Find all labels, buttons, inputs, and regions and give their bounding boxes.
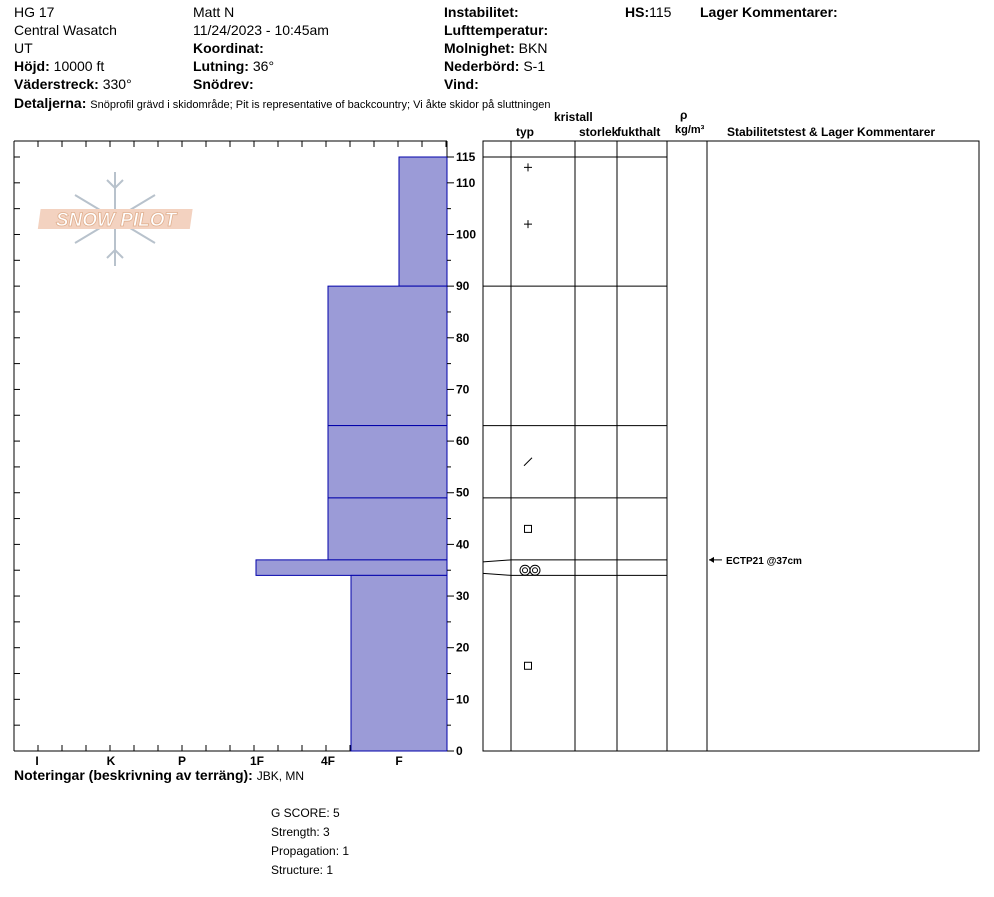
col-header-size: storlek xyxy=(579,125,619,139)
depth-tick-label: 30 xyxy=(456,589,470,604)
slope-label: Lutning: xyxy=(193,58,249,74)
strength: Strength: 3 xyxy=(271,825,330,839)
details-value: Snöprofil grävd i skidområde; Pit is representative of backcountry; Vi åkte skidor på sluttningen xyxy=(90,99,551,111)
col-header-crystal: kristall xyxy=(554,110,593,124)
grain-circle-icon xyxy=(530,565,540,575)
depth-tick-label: 70 xyxy=(456,382,470,397)
snowpilot-watermark xyxy=(38,172,193,266)
elevation-value: 10000 ft xyxy=(53,58,105,74)
hardness-bar-0 xyxy=(399,157,447,286)
range-name: Central Wasatch xyxy=(14,22,117,38)
g-score: G SCORE: 5 xyxy=(271,806,340,820)
stability-arrow-icon xyxy=(709,557,714,563)
depth-tick-label: 40 xyxy=(456,537,470,552)
slope-value: 36° xyxy=(252,58,275,74)
sky-value: BKN xyxy=(518,40,548,56)
elevation-label: Höjd: xyxy=(14,58,50,74)
instability-label: Instabilitet: xyxy=(444,4,519,20)
hardness-bar-1 xyxy=(328,286,447,425)
col-header-moisture: fukthalt xyxy=(617,125,661,139)
hardness-label: I xyxy=(35,754,39,768)
depth-tick-label: 20 xyxy=(456,640,470,655)
hardness-label: F xyxy=(395,754,403,768)
coord-label: Koordinat: xyxy=(193,40,264,56)
notes-label: Noteringar (beskrivning av terräng): xyxy=(14,767,253,783)
aspect-value: 330° xyxy=(102,76,132,92)
col-header-density-unit: kg/m³ xyxy=(675,124,705,136)
hardness-bar-5 xyxy=(351,575,447,751)
col-header-rho: ρ xyxy=(680,108,688,122)
depth-tick-label: 90 xyxy=(456,279,470,294)
depth-tick-label: 60 xyxy=(456,434,470,449)
site-name: HG 17 xyxy=(14,4,55,20)
grain-slash-icon xyxy=(524,458,532,466)
propagation: Propagation: 1 xyxy=(271,844,350,858)
aspect-label: Väderstreck: xyxy=(14,76,99,92)
hardness-label: 4F xyxy=(320,754,336,768)
hs-value: 115 xyxy=(649,4,672,20)
details-label: Detaljerna: xyxy=(14,95,87,111)
layer-table-frame xyxy=(483,141,979,751)
depth-tick-label: 110 xyxy=(456,175,476,190)
depth-tick-label: 0 xyxy=(456,744,463,758)
hardness-label: K xyxy=(106,754,116,768)
sky-label: Molnighet: xyxy=(444,40,515,56)
col-header-type: typ xyxy=(516,125,534,139)
depth-tick-label: 115 xyxy=(456,150,476,164)
grain-square-icon xyxy=(525,525,532,532)
hs-label: HS: xyxy=(625,4,650,20)
watermark-text: SNOW PILOT xyxy=(55,210,177,231)
depth-tick-label: 10 xyxy=(456,692,470,707)
depth-tick-label: 100 xyxy=(456,227,477,242)
stability-test-label: ECTP21 @37cm xyxy=(726,555,802,567)
precip-value: S-1 xyxy=(523,58,546,74)
hardness-bar-4 xyxy=(256,560,447,575)
datetime: 11/24/2023 - 10:45am xyxy=(193,22,329,38)
wind-label: Vind: xyxy=(444,76,479,92)
grain-circle-icon xyxy=(533,568,538,573)
col-header-stability: Stabilitetstest & Lager Kommentarer xyxy=(727,125,936,139)
precip-label: Nederbörd: xyxy=(444,58,520,74)
grain-square-icon xyxy=(525,662,532,669)
layer-comments-label: Lager Kommentarer: xyxy=(700,4,838,20)
hardness-bar-2 xyxy=(328,426,447,498)
depth-tick-label: 50 xyxy=(456,485,470,500)
hardness-label: P xyxy=(177,754,187,768)
depth-tick-label: 80 xyxy=(456,330,470,345)
notes-value: JBK, MN xyxy=(256,769,305,783)
grain-circle-icon xyxy=(523,568,528,573)
observer: Matt N xyxy=(193,4,235,20)
grain-plus-icon xyxy=(524,220,532,228)
hardness-bar-3 xyxy=(328,498,447,560)
blowing-snow-label: Snödrev: xyxy=(193,76,254,92)
grain-circle-icon xyxy=(520,565,530,575)
state-name: UT xyxy=(14,40,33,56)
hardness-label: 1F xyxy=(249,754,265,768)
structure: Structure: 1 xyxy=(271,863,334,877)
air-temp-label: Lufttemperatur: xyxy=(444,22,549,38)
grain-plus-icon xyxy=(524,163,532,171)
